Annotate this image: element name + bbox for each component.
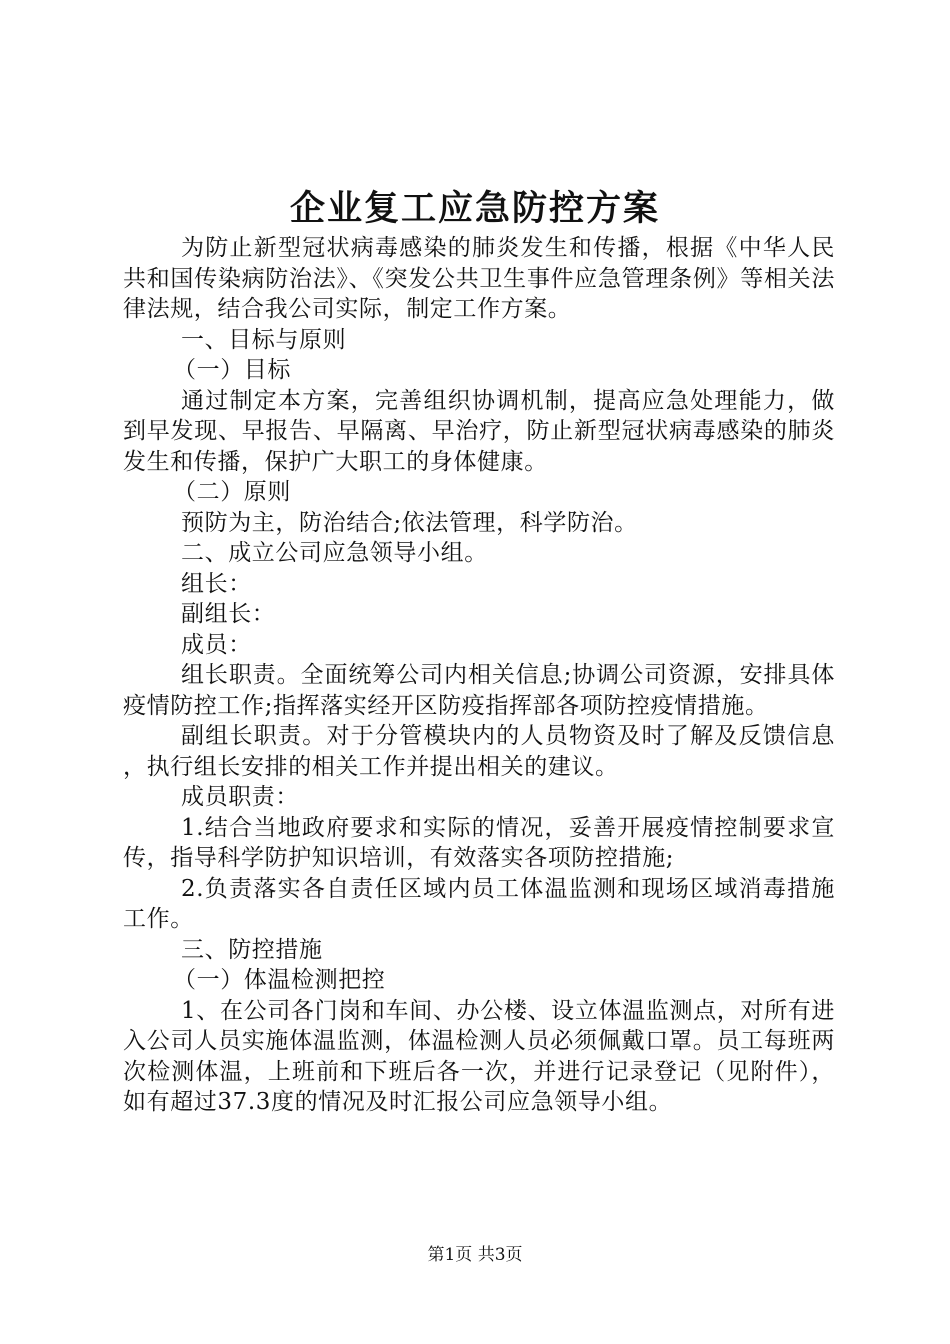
body-paragraph: 成员： <box>181 631 252 658</box>
body-paragraph: 成员职责： <box>181 784 299 810</box>
body-paragraph: 通过制定本方案，完善组织协调机制，提高应急处理能力，做到早发现、早报告、早隔离、早治疗，防止新型冠状病毒感染的肺炎发生和传播，保护广大职工的身体健康。 <box>123 387 835 475</box>
body-paragraph: 副组长职责。对于分管模块内的人员物资及时了解及反馈信息，执行组长安排的相关工作并提出相关的建议。 <box>123 723 835 780</box>
section-subheading: （一）目标 <box>173 357 291 383</box>
body-paragraph: 三、防控措施 <box>181 936 323 963</box>
page-footer: 第1页 共3页 <box>427 1245 523 1265</box>
body-paragraph: 二、成立公司应急领导小组。 <box>181 540 488 566</box>
section-subheading: （一）体温检测把控 <box>173 967 386 993</box>
body-paragraph: 预防为主，防治结合;依法管理，科学防治。 <box>181 509 638 536</box>
body-paragraph: 1、在公司各门岗和车间、办公楼、设立体温监测点，对所有进入公司人员实施体温监测，体温检测人员必须佩戴口罩。员工每班两次检测体温，上班前和下班后各一次，并进行记录登记（见附件），如有超过37.3度的情况及时汇报公司应急领导小组。 <box>123 997 835 1115</box>
document-body <box>123 233 835 1118</box>
body-paragraph: 组长： <box>181 570 252 597</box>
body-paragraph: 1.结合当地政府要求和实际的情况，妥善开展疫情控制要求宣传，指导科学防护知识培训，有效落实各项防控措施; <box>123 814 835 871</box>
body-paragraph: 副组长： <box>181 601 276 627</box>
body-paragraph: 为防止新型冠状病毒感染的肺炎发生和传播，根据《中华人民共和国传染病防治法》、《突发公共卫生事件应急管理条例》等相关法律法规，结合我公司实际，制定工作方案。 <box>123 235 835 322</box>
body-paragraph: 2.负责落实各自责任区域内员工体温监测和现场区域消毒措施工作。 <box>123 875 835 932</box>
document-title: 企业复工应急防控方案 <box>289 188 660 229</box>
section-subheading: （二）原则 <box>173 479 291 505</box>
body-paragraph: 组长职责。全面统筹公司内相关信息;协调公司资源，安排具体疫情防控工作;指挥落实经开区防疫指挥部各项防控疫情措施。 <box>123 662 835 719</box>
body-paragraph: 一、目标与原则 <box>181 326 347 353</box>
